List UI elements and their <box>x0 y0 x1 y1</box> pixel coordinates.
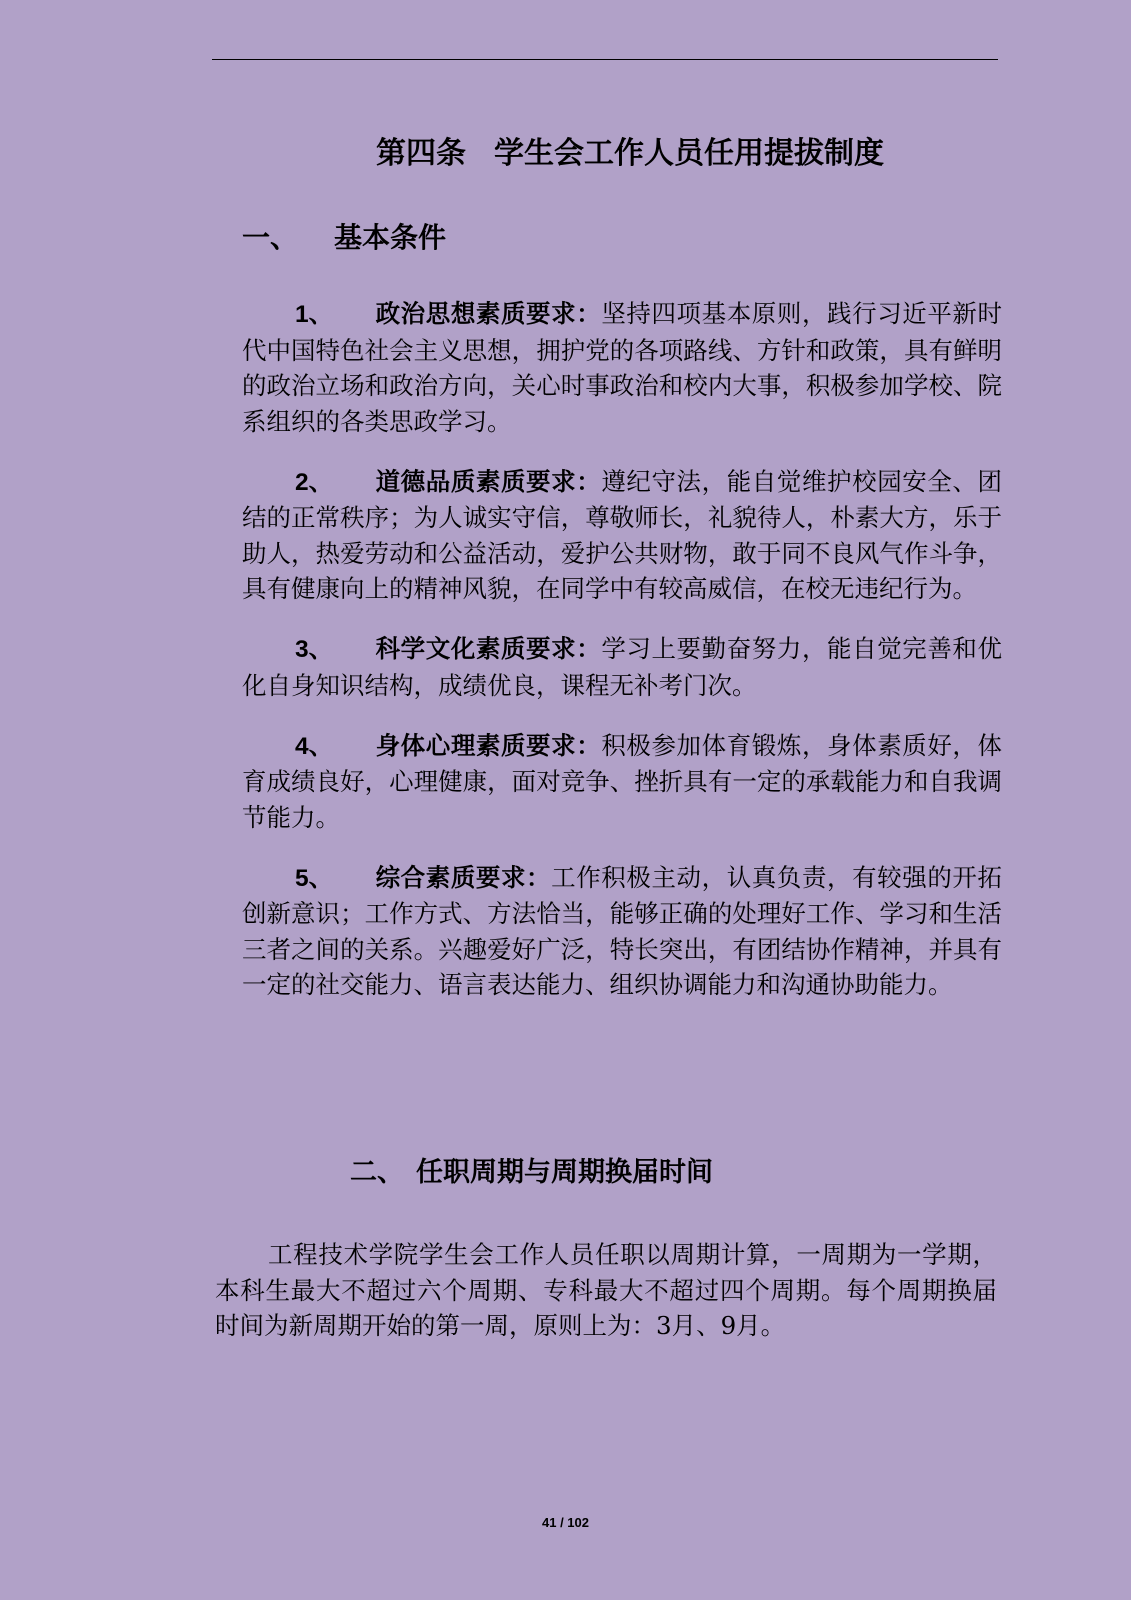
item-body: 学习上要勤奋努力，能自觉完善和优化自身知识结构，成绩优良，课程无补考门次。 <box>242 634 1003 700</box>
page-number: 41 / 102 <box>542 1515 589 1530</box>
item-number: 1、 <box>295 301 334 328</box>
item-number: 5、 <box>295 864 334 892</box>
requirement-item-moral <box>242 464 1002 607</box>
requirement-item-political <box>242 296 1002 439</box>
section-heading-basic-conditions <box>242 218 446 258</box>
item-body: 积极参加体育锻炼，身体素质好，体育成绩良好，心理健康，面对竞争、挫折具有一定的承载能力和自我调节能力。 <box>242 730 1003 832</box>
item-body: 遵纪守法，能自觉维护校园安全、团结的正常秩序；为人诚实守信，尊敬师长，礼貌待人，朴素大方，乐于助人，热爱劳动和公益活动，爱护公共财物，敢于同不良风气作斗争，具有健康向上的精神风貌，在同学中有较高威信，在校无违纪行为。 <box>242 466 1003 603</box>
item-heading: 道德品质素质要求： <box>375 466 602 496</box>
section-heading-text: 任职周期与周期换届时间 <box>416 1157 713 1188</box>
item-number: 4、 <box>295 732 334 760</box>
article-number: 第四条 <box>376 136 466 171</box>
item-body: 坚持四项基本原则，践行习近平新时代中国特色社会主义思想，拥护党的各项路线、方针和政策，具有鲜明的政治立场和政治方向，关心时事政治和校内大事，积极参加学校、院系组织的各类思政学习。 <box>242 299 1003 436</box>
section-number: 二、 <box>350 1157 404 1188</box>
item-heading: 科学文化素质要求： <box>375 634 602 663</box>
item-heading: 综合素质要求： <box>375 862 552 892</box>
section-number: 一、 <box>242 221 299 254</box>
item-number: 3、 <box>295 636 334 663</box>
section-heading-term <box>350 1153 713 1193</box>
article-title <box>376 134 884 174</box>
item-body: 工作积极主动，认真负责，有较强的开拓创新意识；工作方式、方法恰当，能够正确的处理好工作、学习和生活三者之间的关系。兴趣爱好广泛，特长突出，有团结协作精神，并具有一定的社交能力、语言表达能力、组织协调能力和沟通协助能力。 <box>242 862 1002 999</box>
requirement-item-comprehensive <box>242 860 1002 1003</box>
section-heading-text: 基本条件 <box>334 221 447 254</box>
term-paragraph: 工程技术学院学生会工作人员任职以周期计算，一周期为一学期，本科生最大不超过六个周期、专科最大不超过四个周期。每个周期换届时间为新周期开始的第一周，原则上为：3月、9月。 <box>215 1240 997 1340</box>
header-rule <box>212 59 998 60</box>
item-number: 2、 <box>295 468 334 496</box>
requirement-item-physical <box>242 728 1002 836</box>
article-title-text: 学生会工作人员任用提拔制度 <box>494 136 884 171</box>
requirement-item-academic <box>242 631 1002 703</box>
requirements-list <box>242 296 1002 1017</box>
item-heading: 身体心理素质要求： <box>375 730 602 760</box>
item-heading: 政治思想素质要求： <box>375 299 602 328</box>
